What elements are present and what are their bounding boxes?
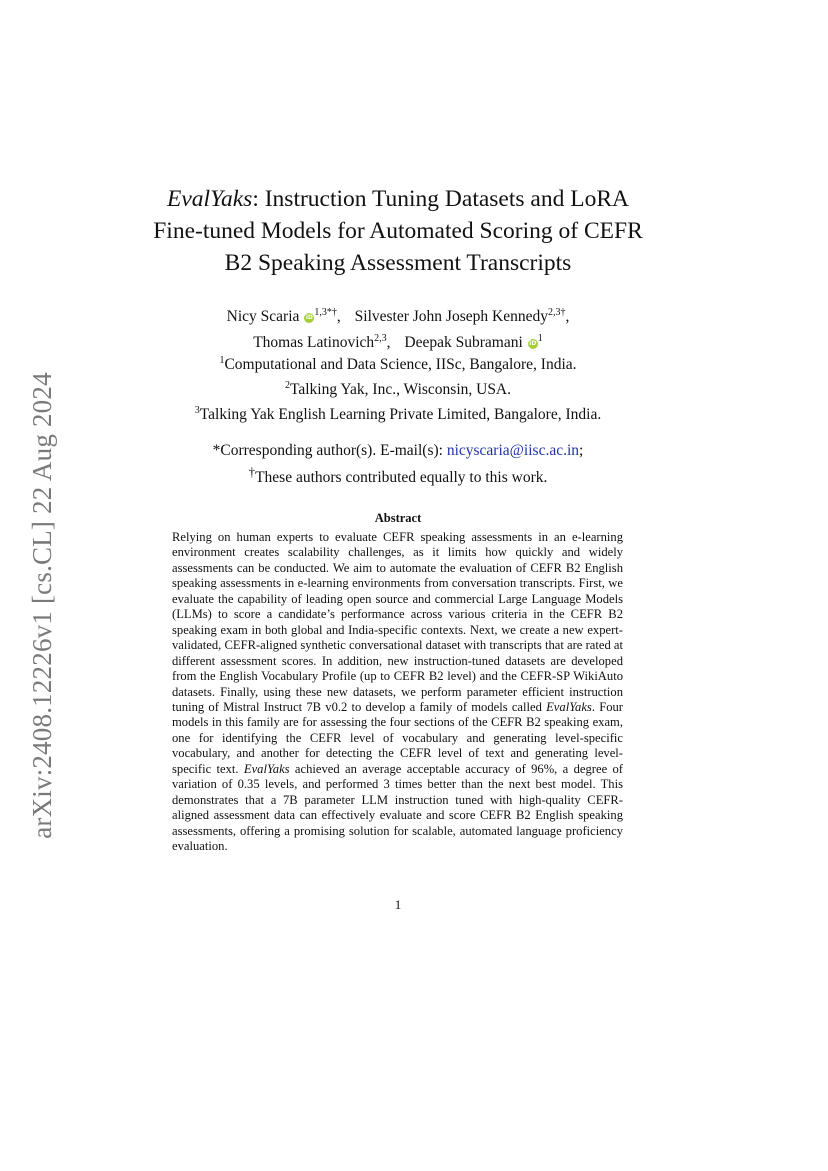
abstract-part: achieved an average acceptable accuracy of 96%, a degree of variation of 0.35 levels, and performed 3 times better than the next best model. This demonstrates that a 7B parameter LLM instruction tuned with high-quality CEFR-aligned assessment data can effectively evaluate and score CEFR B2 English speaking assessments, offering a promising solution for scalable, automated language proficiency evaluation. [172, 761, 623, 854]
abstract-text [172, 530, 623, 855]
abstract-model-name: EvalYaks [546, 699, 592, 714]
equal-contribution-text: These authors contributed equally to this work. [255, 469, 548, 487]
arxiv-identifier-stamp [14, 360, 70, 850]
dagger-mark: † [248, 464, 256, 479]
title-rest: : Instruction Tuning Datasets and LoRA Fine-tuned Models for Automated Scoring of CEFR B2 Speaking Assessment Transcripts [153, 186, 643, 276]
orcid-icon[interactable]: iD [529, 340, 537, 348]
abstract-part: . Four models in this family are for assessing the four sections of the CEFR B2 speaking exam, one for identifying the CEFR level of vocabulary and generating level-specific vocabulary, and another for detecting the CEFR level of text and generating level-specific text. [172, 699, 623, 776]
affiliation-number: 2 [284, 380, 290, 392]
affiliation-item [150, 350, 646, 375]
affiliation-item [150, 375, 646, 400]
author-list: Nicy Scaria $iD^{1,3*\dagger}$, Silvester John Joseph Kennedy$^{2,3\dagger}$, Thomas Latinovich$^{2,3}$, Deepak Subramani $iD^1$ [226, 307, 570, 352]
author-name: Nicy Scaria [226, 308, 300, 326]
affiliation-number: 1 [219, 355, 225, 366]
author-affiliation-marks: 2,3 [374, 333, 387, 345]
affiliation-item [150, 400, 646, 425]
equal-contribution-line [150, 461, 646, 488]
affiliation-number: 3 [194, 405, 200, 417]
corresponding-prefix: *Corresponding author(s). E-mail(s): [212, 442, 447, 459]
abstract-part: Relying on human experts to evaluate CEFR speaking assessments in an e-learning environment creates scalability challenges, as it limits how quickly and widely assessments can be conducted. We aim to automate the evaluation of CEFR B2 English speaking assessments in e-learning environments from conversation transcripts. First, we evaluate the capability of leading open source and commercial Large Language Models (LLMs) to score a candidate’s performance across various criteria in the CEFR B2 speaking exam in both global and India-specific contexts. Next, we create a new expert-validated, CEFR-aligned synthetic conversational dataset with transcripts that are rated at different assessment scores. In addition, new instruction-tuned datasets are developed from the English Vocabulary Profile (up to CEFR B2 level) and the CEFR-SP WikiAuto datasets. Finally, using these new datasets, we perform parameter efficient instruction tuning of Mistral Instruct 7B v0.2 to develop a family of models called [172, 530, 623, 714]
affiliation-text: Talking Yak English Learning Private Limited, Bangalore, India. [199, 406, 602, 424]
email-link[interactable]: nicyscaria@iisc.ac.in [446, 442, 580, 459]
affiliation-list [150, 350, 646, 425]
author-affiliation-marks: 1,3*† [314, 307, 337, 318]
author-affiliation-marks: 1 [537, 333, 543, 345]
affiliation-text: Computational and Data Science, IISc, Bangalore, India. [224, 356, 577, 374]
author-name: Deepak Subramani [404, 334, 523, 352]
title-italic-name: EvalYaks [167, 186, 253, 212]
paper-title [150, 183, 646, 279]
page-number: 1 [394, 897, 402, 912]
corresponding-suffix: ; [579, 442, 584, 459]
author-name: Thomas Latinovich [253, 334, 375, 352]
correspondence-block [150, 440, 646, 488]
corresponding-author-line [150, 440, 646, 461]
author-name: Silvester John Joseph Kennedy [354, 308, 548, 326]
orcid-icon[interactable]: iD [305, 314, 313, 322]
abstract-heading: Abstract [374, 511, 422, 525]
abstract-model-name: EvalYaks [243, 761, 290, 776]
affiliation-text: Talking Yak, Inc., Wisconsin, USA. [289, 381, 512, 399]
arxiv-id-text: arXiv:2408.12226v1 [cs.CL] 22 Aug 2024 [26, 371, 57, 839]
author-affiliation-marks: 2,3† [547, 307, 566, 318]
